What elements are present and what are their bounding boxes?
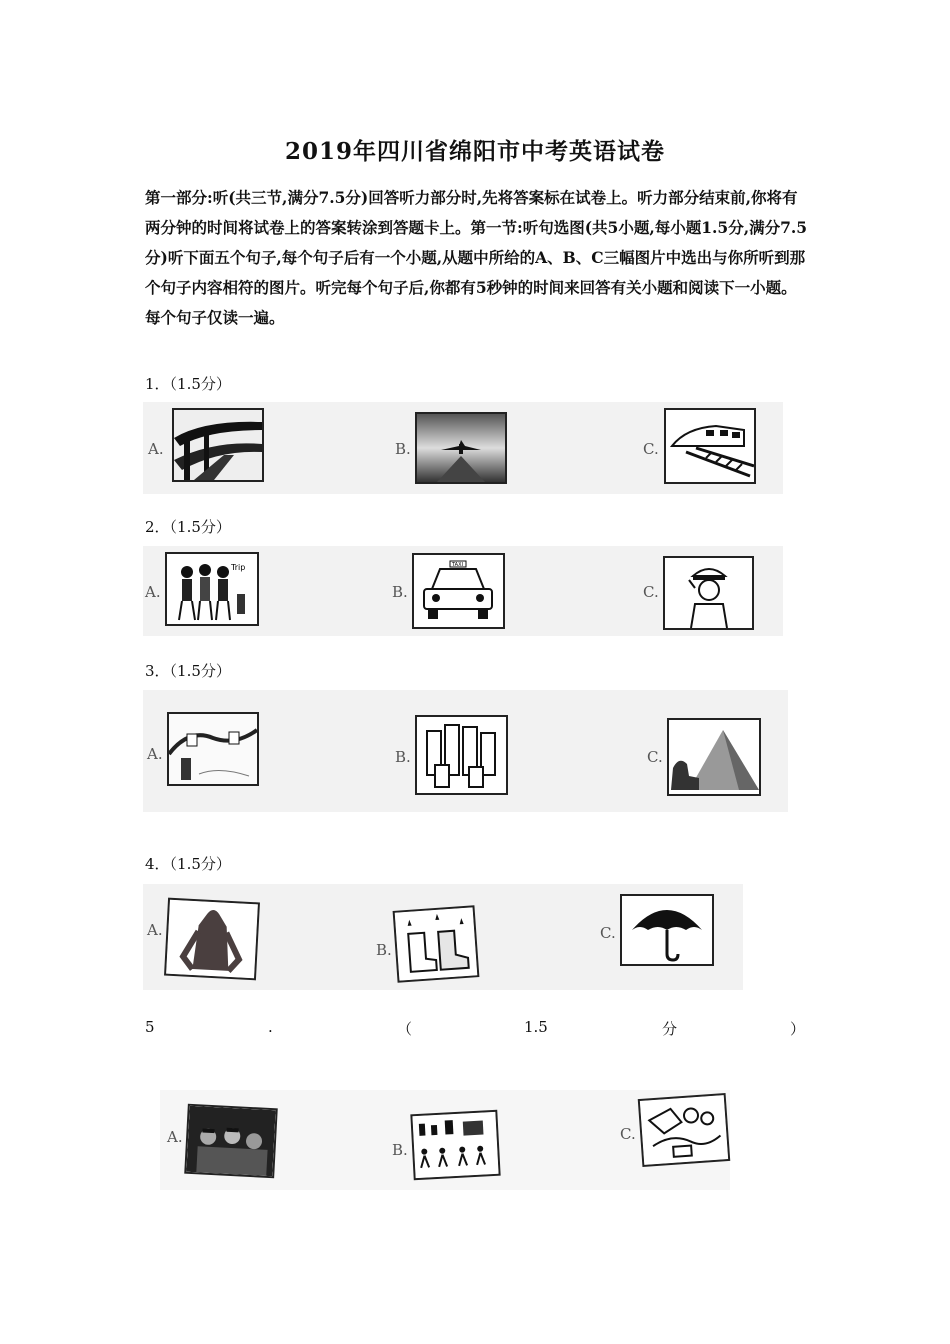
question-2-label: 2．（1.5分）: [145, 518, 231, 536]
q4-option-c-label: C.: [600, 924, 616, 942]
q2-option-b-label: B.: [392, 583, 408, 601]
q3-option-c-label: C.: [647, 748, 663, 766]
question-5-score: 1.5: [524, 1018, 548, 1036]
q4-option-b-label: B.: [376, 941, 392, 959]
stone-pillars-image[interactable]: [415, 715, 508, 795]
q3-option-b-label: B.: [395, 748, 411, 766]
q1-option-b-label: B.: [395, 440, 411, 458]
page-title: 2019年四川省绵阳市中考英语试卷: [284, 138, 665, 165]
q1-option-c-label: C.: [643, 440, 659, 458]
cinema-audience-image[interactable]: [184, 1104, 278, 1179]
q4-option-a-label: A.: [147, 921, 163, 939]
q1-option-a-label: A.: [148, 440, 164, 458]
airplane-takeoff-image[interactable]: [415, 412, 507, 484]
q2-option-c-label: C.: [643, 583, 659, 601]
q5-option-c-label: C.: [620, 1125, 636, 1143]
high-speed-train-image[interactable]: [664, 408, 756, 484]
raincoat-image[interactable]: [164, 898, 260, 981]
q5-option-b-label: B.: [392, 1141, 408, 1159]
instructions: 第一部分:听(共三节,满分7.5分)回答听力部分时,先将答案标在试卷上。听力部分结束前,你将有两分钟的时间将试卷上的答案转涂到答题卡上。第一节:听句选图(共5小题,每小题1.5分,满分7.5分)听下面五个句子,每个句子后有一个小题,从题中所给的A、B、C三幅图片中选出与你所听到那个句子内容相符的图片。听完每个句子后,你都有5秒钟的时间来回答有关小题和阅读下一小题。每个句子仅读一遍。: [145, 188, 808, 327]
question-5-open-paren: （: [397, 1020, 413, 1038]
police-officer-image[interactable]: [663, 556, 754, 630]
great-wall-image[interactable]: [167, 712, 259, 786]
question-4-label: 4．（1.5分）: [145, 855, 231, 873]
question-3-label: 3．（1.5分）: [145, 662, 231, 680]
q3-option-a-label: A.: [147, 745, 163, 763]
svg-text:TAXI: TAXI: [452, 562, 463, 568]
tourists-group-image[interactable]: [165, 552, 259, 626]
overpass-highway-image[interactable]: [172, 408, 264, 482]
busy-scene-image[interactable]: [638, 1093, 731, 1167]
question-5-number: 5: [145, 1018, 155, 1036]
question-1-label: 1．（1.5分）: [145, 375, 231, 393]
question-5-dot: .: [268, 1018, 273, 1036]
question-5-close-paren: ）: [790, 1020, 806, 1038]
rain-boots-image[interactable]: [393, 905, 480, 983]
umbrella-image[interactable]: [620, 894, 714, 966]
sports-icons-image[interactable]: [410, 1110, 500, 1180]
taxi-image[interactable]: [412, 553, 505, 629]
q5-option-a-label: A.: [167, 1128, 183, 1146]
pyramid-sphinx-image[interactable]: [667, 718, 761, 796]
q2-option-a-label: A.: [145, 583, 161, 601]
question-5-unit: 分: [662, 1020, 678, 1038]
svg-text:Trip: Trip: [231, 563, 246, 572]
